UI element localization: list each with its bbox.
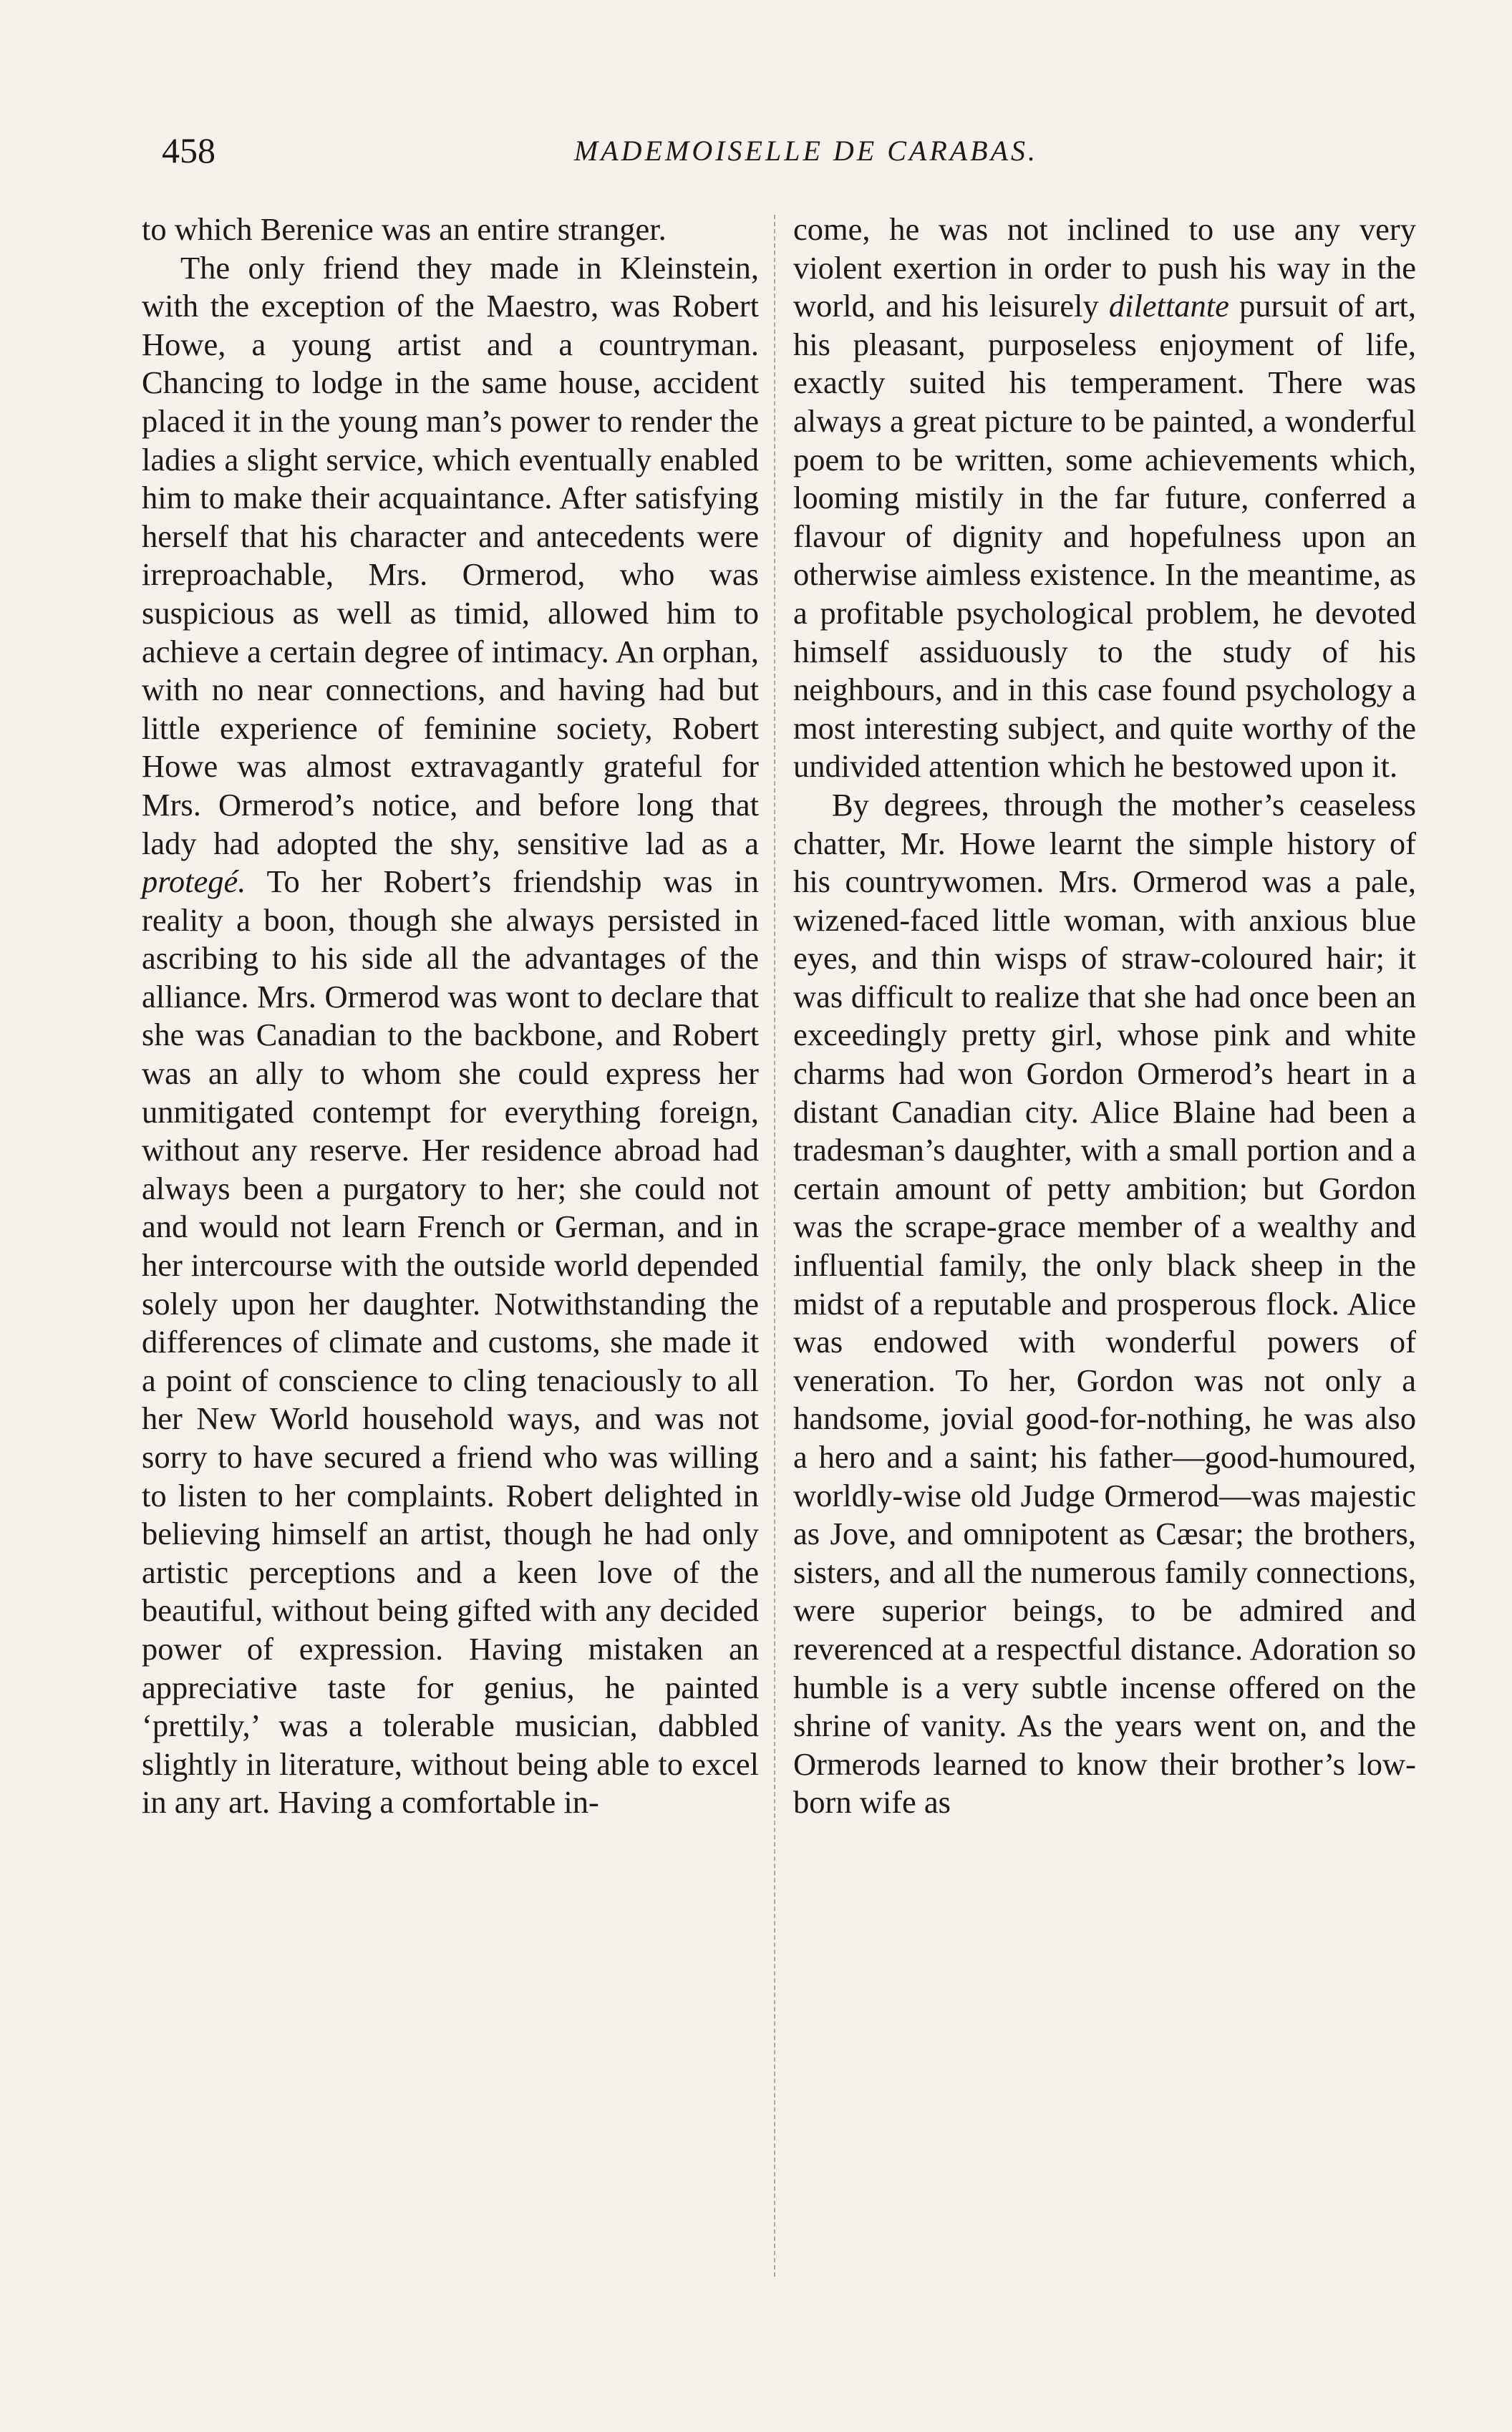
paragraph-continued: to which Berenice was an entire stranger. bbox=[142, 211, 667, 247]
paragraph-text: To her Robert’s friendship was in reality a boon, though she always persisted in ascribing to his side all the advantages of the alliance. Mrs. Ormerod was wont to declare that she was Canadian to the backbone, and Robert was an ally to whom she could express her unmitigated contempt for everything foreign, without any reserve. Her residence abroad had always been a purgatory to her; she could not and would not learn French or German, and in her intercourse with the outside world depended solely upon her daughter. Notwithstanding the differences of climate and customs, she made it a point of conscience to cling tenaciously to all her New World household ways, and was not sorry to have secured a friend who was willing to listen to her complaints. Robert delighted in believing himself an artist, though he had only artistic perceptions and a keen love of the beautiful, without being gifted with any decided power of expression. Having mistaken an appreciative taste for genius, he painted ‘prettily,’ was a tolerable musician, dabbled slightly in literature, without being able to excel in any art. Having a comfortable in- bbox=[142, 863, 759, 1821]
paragraph-text: come, he was not inclined to use any very violent exertion in order to push his way in the world, and his leisurely bbox=[793, 211, 1416, 324]
left-column bbox=[142, 210, 759, 1822]
paragraph-continued bbox=[793, 210, 1416, 786]
paragraph-ormerod-history: By degrees, through the mother’s ceaseless chatter, Mr. Howe learnt the simple history of his countrywomen. Mrs. Ormerod was a pale, wizened-faced little woman, with anxious blue eyes, and thin wisps of straw-coloured hair; it was difficult to realize that she had once been an exceedingly pretty girl, whose pink and white charms had won Gordon Ormerod’s heart in a distant Canadian city. Alice Blaine had been a tradesman’s daughter, with a small portion and a certain amount of petty ambition; but Gordon was the scrape-grace member of a wealthy and influential family, the only black sheep in the midst of a reputable and prosperous flock. Alice was endowed with wonderful powers of veneration. To her, Gordon was not only a handsome, jovial good-for-nothing, he was also a hero and a saint; his father—good-humoured, worldly-wise old Judge Ormerod—was majestic as Jove, and omnipotent as Cæsar; the brothers, sisters, and all the numerous family connections, were superior beings, to be admired and reverenced at a respectful distance. Adoration so humble is a very subtle incense offered on the shrine of vanity. As the years went on, and the Ormerods learned to know their brother’s low-born wife as bbox=[793, 786, 1416, 1821]
right-column bbox=[793, 210, 1416, 1822]
page-number: 458 bbox=[162, 130, 215, 170]
running-title: MADEMOISELLE DE CARABAS. bbox=[573, 135, 1039, 167]
paragraph-robert-howe bbox=[142, 249, 759, 1822]
italic-word-protege: protegé. bbox=[142, 863, 246, 900]
paragraph-text: pursuit of art, his pleasant, purposeless enjoyment of life, exactly suited his temperament. There was always a great picture to be painted, a wonderful poem to be written, some achievements which, looming mistily in the far future, conferred a flavour of dignity and hopefulness upon an otherwise aimless existence. In the meantime, as a profitable psychological problem, he devoted himself assiduously to the study of his neighbours, and in this case found psychology a most interesting subject, and quite worthy of the undivided attention which he bestowed upon it. bbox=[793, 288, 1416, 785]
italic-word-dilettante: dilettante bbox=[1108, 288, 1229, 324]
column-divider bbox=[774, 215, 775, 2277]
paragraph-text: The only friend they made in Kleinstein, with the exception of the Maestro, was Robert Howe, a young artist and a countryman. Chancing to lodge in the same house, accident placed it in the young man’s power to render the ladies a slight service, which eventually enabled him to make their acquaintance. After satisfying herself that his character and antecedents were irreproachable, Mrs. Ormerod, who was suspicious as well as timid, allowed him to achieve a certain degree of intimacy. An orphan, with no near connections, and having had but little experience of feminine society, Robert Howe was almost extravagantly grateful for Mrs. Ormerod’s notice, and before long that lady had adopted the shy, sensitive lad as a bbox=[142, 249, 759, 861]
